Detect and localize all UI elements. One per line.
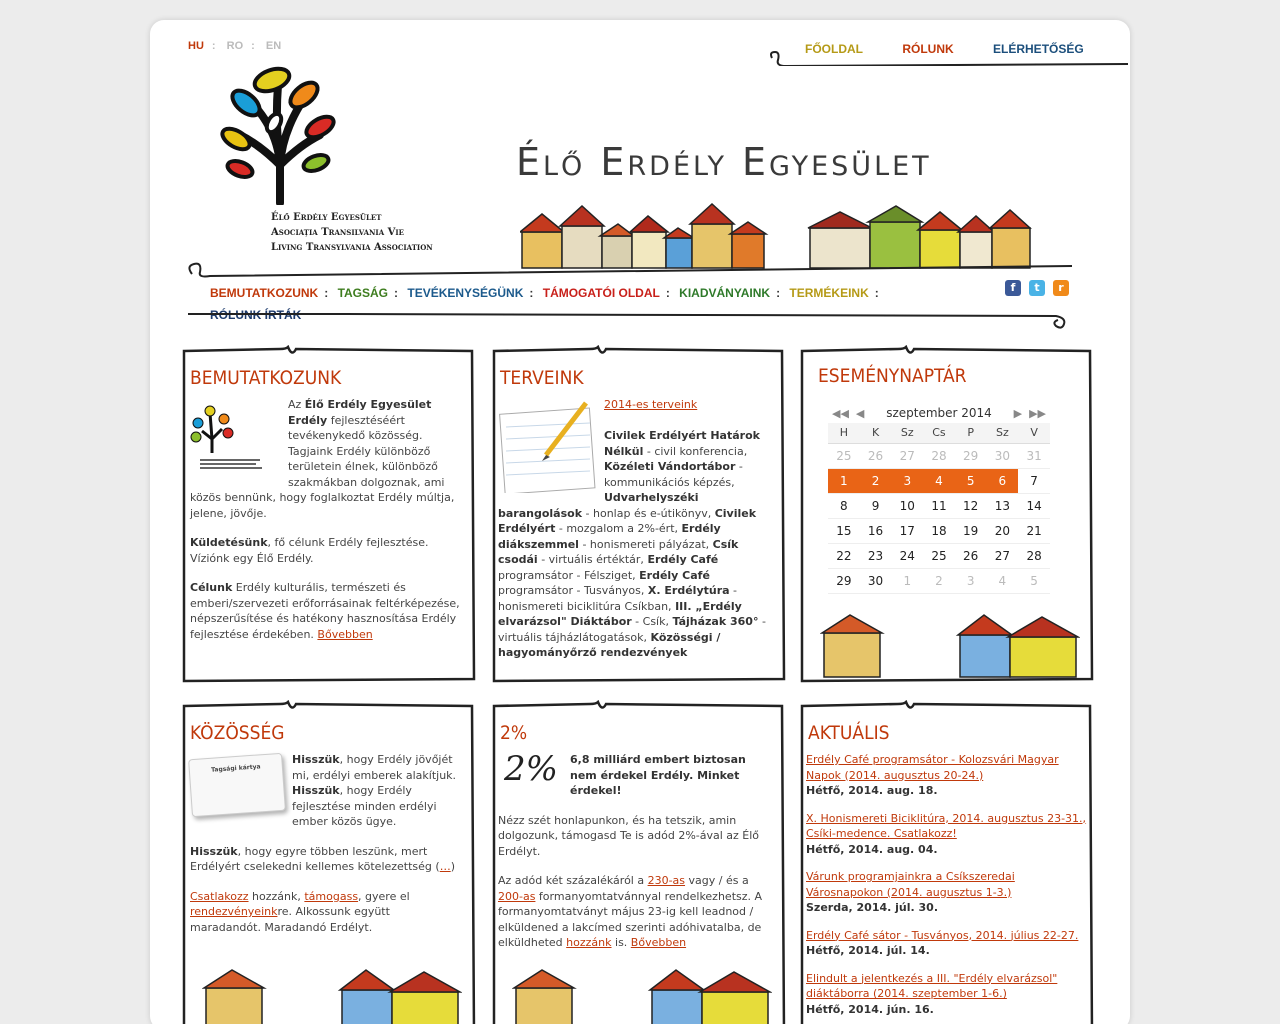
calendar-day[interactable]: 26 — [860, 443, 892, 468]
weekday-header: Cs — [923, 423, 955, 443]
calendar-day[interactable]: 18 — [923, 518, 955, 543]
two-percent-graphic: 2% — [504, 749, 558, 789]
news-item — [806, 811, 1090, 858]
calendar-day[interactable]: 16 — [860, 518, 892, 543]
box-title: ESEMÉNYNAPTÁR — [818, 365, 967, 387]
calendar-day[interactable]: 19 — [955, 518, 987, 543]
box-title: KÖZÖSSÉG — [190, 722, 285, 744]
calendar-day[interactable]: 28 — [1018, 543, 1050, 568]
calendar-day[interactable]: 8 — [828, 493, 860, 518]
calendar-day[interactable]: 29 — [828, 568, 860, 593]
send-to-us-link[interactable]: hozzánk — [566, 936, 612, 949]
calendar-day[interactable]: 29 — [955, 443, 987, 468]
calendar-day[interactable]: 30 — [987, 443, 1019, 468]
news-date: Szerda, 2014. júl. 30. — [806, 901, 939, 914]
lang-ro[interactable]: RO — [226, 40, 244, 52]
event-calendar — [828, 403, 1050, 594]
box-content: Az Élő Erdély Egyesület Erdély fejlesztéséért tevékenykedő közösség. Tagjaink Erdély különböző területein élnek, különböző szakmákban dolgoznak, ami közös bennünk, hogy foglalkoztat Erdély múltja, jelene, jövője. Küldetésünk, fő célunk Erdély fejlesztése. Víziónk egy Élő Erdély. Célunk Erdély kulturális, természeti és emberi/szervezeti erőforrásainak feltérképezése, népszerűsítése és hatékony hasznosítása Erdély fejlesztése érdekében. Bővebben — [190, 398, 460, 641]
logo-text: Élő Erdély Egyesület Asociația Transilvania Vie Living Transylvania Association — [271, 212, 433, 253]
calendar-day[interactable]: 25 — [828, 443, 860, 468]
calendar-day[interactable]: 13 — [987, 493, 1019, 518]
read-more-link[interactable]: Bővebben — [317, 627, 373, 641]
news-item — [806, 971, 1090, 1018]
houses-illustration — [202, 966, 462, 1024]
news-item — [806, 752, 1090, 799]
main-nav-divider-top — [186, 260, 1076, 280]
news-link[interactable]: Várunk programjainkra a Csíkszeredai Városnapokon (2014. augusztus 1-3.) — [806, 870, 1015, 899]
box-title: AKTUÁLIS — [808, 722, 890, 744]
box-title: TERVEINK — [500, 367, 584, 389]
nav-tagsag[interactable]: TAGSÁG — [337, 286, 389, 300]
form-200-link[interactable]: 200-as — [498, 889, 536, 903]
twitter-icon[interactable]: t — [1029, 280, 1045, 296]
lang-hu[interactable]: HU — [188, 40, 204, 52]
topnav-about[interactable]: RÓLUNK — [902, 42, 954, 56]
main-nav: BEMUTATKOZUNK : TAGSÁG : TEVÉKENYSÉGÜNK : TÁMOGATÓI OLDAL : KIADVÁNYAINK : TERMÉKEINK : RÓLUNK ÍRTÁK — [210, 286, 879, 322]
news-link[interactable]: X. Honismereti Biciklitúra, 2014. augusztus 23-31., Csíki-medence. Csatlakozz! — [806, 811, 1087, 840]
more-link[interactable]: … — [439, 860, 451, 873]
lang-separator: : — [251, 40, 255, 52]
news-link[interactable]: Elindult a jelentkezés a III. "Erdély elvarázsol" diáktáborra (2014. szeptember 1-6.) — [806, 971, 1058, 1000]
main-nav-divider-bottom — [186, 310, 1076, 330]
calendar-day[interactable]: 27 — [987, 543, 1019, 568]
box-terveink — [490, 345, 786, 683]
nav-bemutatkozunk[interactable]: BEMUTATKOZUNK — [210, 286, 319, 300]
calendar-week — [828, 493, 1050, 518]
calendar-day[interactable]: 10 — [891, 493, 923, 518]
top-nav — [805, 42, 1120, 56]
calendar-day[interactable]: 3 — [891, 468, 923, 493]
calendar-week — [828, 518, 1050, 543]
calendar-day[interactable]: 1 — [891, 568, 923, 593]
logo-tree-icon[interactable] — [220, 65, 340, 205]
calendar-week — [828, 443, 1050, 468]
calendar-week — [828, 468, 1050, 493]
calendar-day[interactable]: 7 — [1018, 468, 1050, 493]
nav-rolunk-irtak[interactable]: RÓLUNK ÍRTÁK — [210, 308, 302, 322]
events-link[interactable]: rendezvényeink — [190, 905, 278, 918]
weekday-header: K — [860, 423, 892, 443]
nav-tevekenysegunk[interactable]: TEVÉKENYSÉGÜNK — [407, 286, 524, 300]
calendar-day[interactable]: 5 — [1018, 568, 1050, 593]
box-title: 2% — [500, 722, 528, 744]
membership-card: Tagsági kártya — [188, 753, 286, 817]
rss-icon[interactable]: r — [1053, 280, 1069, 296]
news-list — [806, 752, 1090, 1024]
calendar-week — [828, 568, 1050, 593]
calendar-day[interactable]: 11 — [923, 493, 955, 518]
calendar-day[interactable]: 21 — [1018, 518, 1050, 543]
box-bemutatkozunk — [180, 345, 476, 683]
calendar-day[interactable]: 22 — [828, 543, 860, 568]
news-date: Hétfő, 2014. aug. 04. — [806, 842, 938, 856]
join-link[interactable]: Csatlakozz — [190, 889, 249, 903]
calendar-day[interactable]: 1 — [828, 468, 860, 493]
calendar-day[interactable]: 9 — [860, 493, 892, 518]
box-aktualis — [798, 700, 1094, 1024]
weekday-header: P — [955, 423, 987, 443]
topnav-home[interactable]: FŐOLDAL — [805, 42, 863, 56]
calendar-day[interactable]: 14 — [1018, 493, 1050, 518]
news-date: Hétfő, 2014. jún. 16. — [806, 1002, 934, 1016]
news-date: Hétfő, 2014. júl. 14. — [806, 944, 930, 957]
form-230-link[interactable]: 230-as — [647, 874, 686, 887]
calendar-day[interactable]: 12 — [955, 493, 987, 518]
weekday-header: Sz — [891, 423, 923, 443]
calendar-day[interactable]: 26 — [955, 543, 987, 568]
calendar-day[interactable]: 17 — [891, 518, 923, 543]
calendar-day[interactable]: 30 — [860, 568, 892, 593]
plans-2014-link[interactable]: 2014-es terveink — [604, 398, 698, 411]
box-content: 2% 6,8 milliárd embert biztosan nem érdekel Erdély. Minket érdekel! Nézz szét honlapunkon, és ha tetszik, amin dolgozunk, támogasd Te is adód 2%-ával az Élő Erdélyt. Az adód két százalékáról a 230-as vagy / és a 200-as formanyomtatvánnyal rendelkezhetsz. A formanyomtatványt május 23-ig kell leadnod / elküldened a lakcímed szerinti adóhivatalba, de elküldheted hozzánk is. Bővebben — [498, 749, 763, 949]
calendar-week — [828, 543, 1050, 568]
news-date: Hétfő, 2014. aug. 18. — [806, 784, 938, 797]
lang-en[interactable]: EN — [265, 40, 282, 52]
calendar-day[interactable]: 27 — [891, 443, 923, 468]
calendar-month: szeptember 2014 — [886, 406, 992, 420]
calendar-day[interactable]: 3 — [955, 568, 987, 593]
prev-year-icon[interactable]: ◀◀ — [832, 406, 849, 420]
calendar-day[interactable]: 4 — [923, 468, 955, 493]
language-switch — [188, 40, 289, 52]
calendar-day[interactable]: 2 — [923, 568, 955, 593]
houses-illustration — [820, 611, 1080, 679]
facebook-icon[interactable]: f — [1005, 280, 1021, 296]
houses-illustration — [512, 966, 772, 1024]
logo-small-icon — [190, 399, 278, 471]
prev-month-icon[interactable]: ◀ — [855, 406, 865, 420]
topnav-contact[interactable]: ELÉRHETŐSÉG — [993, 42, 1084, 56]
calendar-day[interactable]: 24 — [891, 543, 923, 568]
box-esemenynaptar — [798, 345, 1094, 683]
weekday-header: V — [1018, 423, 1050, 443]
calendar-day[interactable]: 25 — [923, 543, 955, 568]
read-more-link[interactable]: Bővebben — [630, 936, 687, 949]
calendar-day[interactable]: 31 — [1018, 443, 1050, 468]
calendar-day[interactable]: 28 — [923, 443, 955, 468]
calendar-day[interactable]: 6 — [987, 468, 1019, 493]
calendar-day[interactable]: 23 — [860, 543, 892, 568]
nav-tamogatoi-oldal[interactable]: TÁMOGATÓI OLDAL — [542, 286, 660, 300]
box-kozosseg — [180, 700, 476, 1024]
lang-separator: : — [211, 40, 216, 52]
nav-kiadvanyaink[interactable]: KIADVÁNYAINK — [679, 286, 771, 300]
box-content: Tagsági kártya Hisszük, hogy Erdély jövőjét mi, erdélyi emberek alakítjuk. Hisszük, hogy Erdély fejlesztése minden erdélyi ember közös ügye. Hisszük, hogy egyre többen leszünk, mert Erdélyért cselekedni kellemes kötelezettség (…) Csatlakozz hozzánk, támogass, gyere el rendezvényeinkre. Alkossunk együtt maradandót. Maradandó Erdélyt. — [190, 753, 457, 934]
calendar-day[interactable]: 4 — [987, 568, 1019, 593]
news-item — [806, 928, 1090, 959]
box-title: BEMUTATKOZUNK — [190, 367, 342, 389]
news-link[interactable]: Erdély Café sátor - Tusványos, 2014. július 22-27. — [806, 928, 1079, 942]
next-year-icon[interactable]: ▶▶ — [1029, 406, 1046, 420]
calendar-grid — [828, 423, 1050, 594]
support-link[interactable]: támogass — [304, 889, 359, 903]
news-item — [806, 869, 1090, 916]
next-month-icon[interactable]: ▶ — [1013, 406, 1023, 420]
weekday-header: H — [828, 423, 860, 443]
weekday-header: Sz — [987, 423, 1019, 443]
notepad-icon — [498, 397, 598, 493]
calendar-day[interactable]: 5 — [955, 468, 987, 493]
calendar-day[interactable]: 20 — [987, 518, 1019, 543]
plans-list: Civilek Erdélyért Határok Nélkül - civil konferencia, Közéleti Vándortábor - kommunikációs képzés, Udvarhelyszéki barangolások - honlap és e-útikönyv, Civilek Erdélyért - mozgalom a 2%-ért, Erdély diákszemmel - honismereti pályázat, Csík csodái - virtuális értéktár, Erdély Café programsátor - Félsziget, Erdély Café programsátor - Tusványos, X. Erdélytúra - honismereti biciklitúra Csíkban, III. „Erdély elvarázsol" Diáktábor - Csík, Tájházak 360° - virtuális tájházlátogatások, Közösségi / hagyományőrző rendezvények — [498, 429, 766, 659]
calendar-day[interactable]: 2 — [860, 468, 892, 493]
social-links — [1005, 280, 1077, 296]
news-link[interactable]: Erdély Café programsátor - Kolozsvári Magyar Napok (2014. augusztus 20-24.) — [806, 753, 1059, 782]
box-2-szazalek — [490, 700, 786, 1024]
calendar-day[interactable]: 15 — [828, 518, 860, 543]
site-title: Élő Erdély Egyesület — [516, 140, 932, 184]
box-content — [498, 397, 770, 661]
nav-termekeink[interactable]: TERMÉKEINK — [789, 286, 869, 300]
